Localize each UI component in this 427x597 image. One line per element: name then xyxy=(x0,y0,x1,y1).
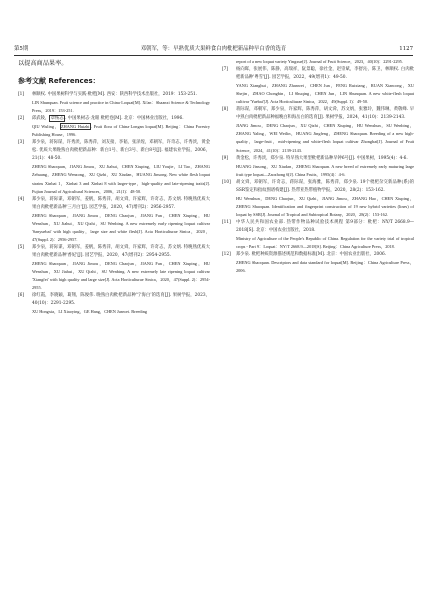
reference-chinese: 徐红霞，李晓颖，葛翔，陈俊伟. 晚熟白肉枇杷新品种'宁海白'的选育[J]. 果树学报，2023，40(10)：2291-2295. xyxy=(32,293,210,307)
reference-body xyxy=(236,219,414,251)
reference-english: ZHENG Shaoquan，JIANG Jimou，DENG Chaojun，JIANG Fan，CHEN Xiuping，HU Wenshun，XU Jiahui，XU Qizhi，SU Wenbing. A new extremely early ripening loquat cultivar 'Sanyuebai' with high quality，large size and white flesh[J]. Acta Horticulturae Sinica，2020，47(Suppl. 2)：2956-2957. xyxy=(32,212,210,242)
reference-chinese: 郑少泉. 枇杷种质资源描述规范和数据标准[M]. 北京：中国农业出版社，2006. xyxy=(236,252,387,258)
reference-chinese: 郑少泉，蒋际谋，邓朝军，姜帆，陈秀萍，胡文舜，许家辉，许奇志，苏文炳. 特晚熟优质大果白肉枇杷新品种'香妃'[J]. 园艺学报，2020，47(增刊2)：2954-2955. xyxy=(32,244,210,258)
reference-english: ZHENG Shaoquan. Descriptors and data standard for loquat[M]. Beijing：China Agriculture Press，2006. xyxy=(236,260,414,274)
references-heading: 参考文献 References： xyxy=(18,77,100,85)
reference-number: [5] xyxy=(18,244,25,250)
reference-chinese: 郑少泉，蒋际谋，邓朝军，姜帆，陈秀萍，胡文舜，许家辉，许奇志，苏文炳. 特晚熟优质大果白肉枇杷新品种'三月白'[J]. 园艺学报，2020，47(增刊2)：2956-2957. xyxy=(32,196,210,210)
reference-entry xyxy=(222,58,414,66)
boxed-author: 章恢志 xyxy=(50,116,64,122)
reference-number: [2] xyxy=(18,116,25,122)
reference-body xyxy=(236,106,414,154)
reference-body xyxy=(236,155,414,179)
reference-body xyxy=(32,292,210,316)
reference-english: ZHENG Shaoquan，JIANG Jimou，DENG Chaojun，JIANG Fan，CHEN Xiuping，HU Wenshun，XU Jiahui，XU Qizhi，SU Wenbing. A new extremely late ripening loquat cultivar 'Xiangfei' with high quality and large size[J]. Acta Horticulturae Sinica，2020，47(Suppl. 2)：2954-2955. xyxy=(32,260,210,291)
left-column xyxy=(18,58,210,316)
reference-list-right xyxy=(222,58,414,275)
reference-chinese: 黄金松，许秀淡，郑少泉. 特早熟大果型枇杷新品种早钟6号[J]. 中国果树，1995(4)：4-6. xyxy=(236,155,408,161)
reference-number: [9] xyxy=(222,155,229,161)
reference-english: HU Wenshun，DENG Chaojun，XU Qizhi，JIANG Jimou，ZHANG Hao，CHEN Xiuping，ZHENG Shaoquan. Identification and fingerprint construction of 19 new hybrid varieties (lines) of loquat by SSR[J]. Journal of Tropical and Subtropical Botany，2020，28(2)：153-162. xyxy=(236,195,414,217)
reference-body xyxy=(32,196,210,244)
right-column xyxy=(222,58,414,275)
header-divider xyxy=(14,55,413,56)
reference-number: [11] xyxy=(222,219,231,225)
reference-number: [8] xyxy=(222,107,229,113)
reference-entry xyxy=(222,251,414,275)
reference-entry xyxy=(222,66,414,106)
reference-english: HUANG Jinsong，XU Xiudan，ZHENG Shaoquan. A new breed of extremely early maturing large fruit type loquat—Zaozhong 6[J]. China Fruits，1995(4)：4-6. xyxy=(236,163,414,177)
reference-chinese: 中华人民共和国农业部. 热带作物品种试验技术规程 第9部分：枇杷：NY/T 2668.9—2018[S]. 北京：中国农业出版社，2018. xyxy=(236,219,414,233)
continuation-text: 以提高商品果率。 xyxy=(18,60,68,67)
reference-number: [4] xyxy=(18,196,25,202)
page-header xyxy=(14,44,413,54)
reference-entry xyxy=(222,155,414,179)
reference-entry xyxy=(18,244,210,292)
page-number: 1127 xyxy=(399,46,413,52)
boxed-author: ZHANG Huizhi xyxy=(61,124,90,130)
reference-entry xyxy=(18,139,210,195)
reference-number: [7] xyxy=(222,67,229,73)
reference-english: JIANG Jimou，DENG Chaojun，XU Qizhi，CHEN Xiuping，HU Wenshun，SU Wenbing，ZHANG Yaling，WEI Weilin，HUANG Jingfeng，ZHENG Shaoquan. Breeding of a new high-quality，large-fruit，mid-ripening and white-flesh loquat cultivar Zhongbai[J]. Journal of Fruit Science，2024，41(10)：2139-2143. xyxy=(236,123,414,153)
reference-english: LIN Shunquan. Fruit science and practice in China·Loquat[M]. Xi'an：Shaanxi Science & Technology Press，2019：153-251. xyxy=(32,100,210,114)
reference-number: [6] xyxy=(18,293,25,299)
reference-body xyxy=(32,244,210,292)
reference-body xyxy=(32,139,210,195)
reference-list-left xyxy=(18,91,210,316)
reference-entry xyxy=(18,196,210,244)
reference-body xyxy=(236,66,414,106)
reference-english: ZHENG Shaoquan，JIANG Jimou，XU Jiahui，CHEN Xiuping，LIU Youjie，LI Tao，ZHANG Zehuang，ZHENG Wenzong，XU Qizhi，XU Xiudan，HUANG Jinsong. New white flesh loquat strains Xinbai 1，Xinbai 3 and Xinbai 8 with larger-type，high-quality and late-ripening traits[J]. Fujian Journal of Agricultural Sciences，2006，21(1)：48-50. xyxy=(32,164,210,194)
reference-number: [12] xyxy=(222,252,231,258)
reference-number: [10] xyxy=(222,179,231,185)
reference-body xyxy=(32,115,210,139)
reference-chinese: 蒋际谋，邓朝军，郑少泉，许家辉，陈秀萍，胡文舜，苏文炳，张雅玲，魏伟琳，黄敬峰. 早中熟白肉枇杷新品种福晚白和海岳白的选育[J]. 果树学报，2024，41(10)：2139-2143. xyxy=(236,107,414,121)
reference-entry xyxy=(18,292,210,316)
reference-entry xyxy=(18,91,210,115)
reference-number: [3] xyxy=(18,140,25,146)
reference-english: Ministry of Agriculture of the People's Republic of China. Regulation for the variety trial of tropical crops - Part 9：Loquat：NY/T 2668.9—2018[S]. Beijing：China Agriculture Press，2018. xyxy=(236,236,414,250)
reference-body xyxy=(236,58,414,66)
reference-number: [1] xyxy=(18,92,25,97)
reference-english: QIU Wuling， ZHANG Huizhi . Fruit flora of China·Longan loquat[M]. Beijing：China Forestry Publishing House，1996. xyxy=(32,124,211,138)
running-title: 邓朝军，等：早熟优质大果鲜食白肉枇杷新品种早白香的选育 xyxy=(140,46,287,52)
reference-english: XU Hongxia，LI Xiaoying，GE Hang，CHEN Junwei. Breeding xyxy=(32,309,148,315)
reference-body xyxy=(236,251,414,275)
reference-entry xyxy=(222,219,414,251)
reference-chinese: 邱武陵， 章恢志 . 中国果树志·龙眼 枇杷卷[M]. 北京：中国林业出版社，1996. xyxy=(32,116,184,122)
reference-chinese: 胡文舜，邓朝军，许奇志，蒋际谋，张海雅，陈秀萍，郑少泉. 19个枇杷杂交新品种(系)的SSR鉴定和指纹图谱构建[J]. 热带亚热带植物学报，2020，28(2)：153-162. xyxy=(236,179,414,193)
issue-number: 第5期 xyxy=(14,46,29,52)
reference-entry xyxy=(222,179,414,219)
reference-chinese: 郑少泉，蒋际谋，许秀淡，陈秀萍，刘友接，李韬，张泽煌，邓朝军，许奇志，许秀淡，黄金松. 优质大果晚熟白肉枇杷新品种：新白1号、新白3号、新白8号[J]. 福建农业学报，2006，21(1)：48-50. xyxy=(32,140,210,162)
reference-entry xyxy=(222,106,414,154)
reference-english: YANG Xianghui，ZHANG Zhanwei，CHEN Jun，FENG Ruixiang，RUAN Xiancong，XU Shejin，ZHAO Chongbin，LI Shuqing，CHEN Jun，LIN Shunquan. A new white-flesh loquat cultivar 'Yuebai'[J]. Acta Horticulturae Sinica，2022，49(Suppl. 1)：49-50. xyxy=(236,83,414,105)
reference-entry xyxy=(18,115,210,139)
reference-body xyxy=(32,91,210,115)
reference-chinese: 林顺权. 中国果树科学与实践·枇杷[M]. 西安：陕西科学技术出版社，2019：153-251. xyxy=(32,92,198,97)
reference-chinese: 杨向晖，张展伟，陈静，高瑞祥，阮景聪，徐社金，赵崇斌，李舒沁，陈卫，林顺权. 白肉枇杷新品种'粤雪'[J]. 园艺学报，2022，49(增刊1)：49-50. xyxy=(236,67,414,81)
reference-body xyxy=(236,179,414,219)
reference-english: report of a new loquat variety Yingxue[J]. Journal of Fruit Science，2023，40(10)：2291-2295. xyxy=(236,59,403,64)
